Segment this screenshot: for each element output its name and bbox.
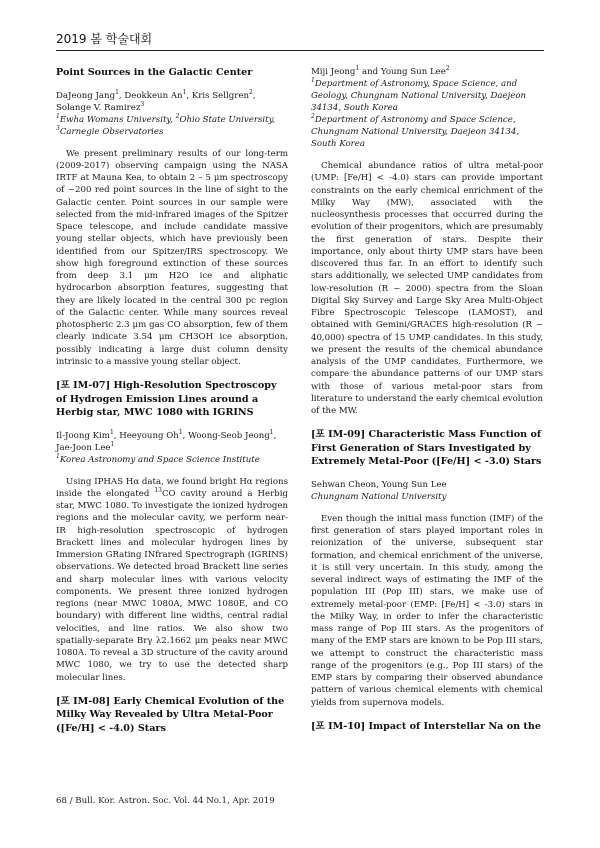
entry-affiliation: $^1$Ewha Womans University, $^2$Ohio State University, $^3$Carnegie Observatories <box>56 112 276 137</box>
entry-title: Point Sources in the Galactic Center <box>56 67 253 78</box>
entry-title: [포 IM-09] Characteristic Mass Function of First Generation of Stars Investigated by Extremely Metal-Poor ([Fe/H] < -3.0) Stars <box>311 429 542 468</box>
entry-abstract: Even though the initial mass function (IMF) of the first generation of stars played important roles in reionization of the universe, subsequent star formation, and chemical enrichment of the universe, it is still very uncertain. In this study, among the several indirect ways of estimating the IMF of the population III (Pop III) stars, we make use of extremely metal-poor (EMP: [Fe/H] < -3.0) stars in the Milky Way, in order to infer the characteristic mass range of Pop III stars. As the progenitors of many of the EMP stars are known to be Pop III stars, we attempt to construct the characteristic mass range of the progenitors (e.g., Pop III stars) of the EMP stars by comparing their observed abundance pattern of various chemical elements with chemical yields from supernova models. <box>311 513 543 708</box>
abstract-entry-im08 <box>56 695 288 736</box>
entry-title: [포 IM-08] Early Chemical Evolution of the Milky Way Revealed by Ultra Metal-Poor ([Fe/H] < -4.0) Stars <box>56 695 285 734</box>
entry-affiliation: $^1$Department of Astronomy, Space Science, and Geology, Chungnam National University, Daejeon 34134, South Korea $^2$Department of Astronomy and Space Science, Chungnam National University, Daejeon 34134, South Korea <box>311 77 527 149</box>
header-rule <box>56 50 544 51</box>
entry-authors: Miji Jeong$^1$ and Young Sun Lee$^2$ <box>311 65 450 77</box>
running-header: 2019 봄 학술대회 <box>56 32 153 46</box>
page-footer: 68 / Bull. Kor. Astron. Soc. Vol. 44 No.1, Apr. 2019 <box>56 796 275 806</box>
entry-title: [포 IM-07] High-Resolution Spectroscopy of Hydrogen Emission Lines around a Herbig star, MWC 1080 with IGRINS <box>56 380 277 418</box>
abstract-entry-im08-continued <box>311 66 543 417</box>
abstract-entry-im07 <box>56 379 288 684</box>
entry-authors: Sehwan Cheon, Young Sun Lee <box>311 479 447 490</box>
entry-affiliation: Chungnam National University <box>311 491 447 502</box>
right-column <box>311 66 543 743</box>
abstract-entry-im09 <box>311 428 543 709</box>
entry-abstract: Chemical abundance ratios of ultra metal-poor (UMP: [Fe/H] < -4.0) stars can provide important constraints on the early chemical enrichment of the Milky Way (MW), associated with the nucleosynthesis processes that occurred during the evolution of their progenitors, which are presumably the first generation of stars. Despite their importance, only about thirty UMP stars have been discovered thus far. In an effort to identify such stars additionally, we selected UMP candidates from low-resolution (R ~ 2000) spectra from the Sloan Digital Sky Survey and Large Sky Area Multi-Object Fibre Spectroscopic Telescope (LAMOST), and obtained with Gemini/GRACES high-resolution (R ~ 40,000) spectra of 15 UMP candidates. In this study, we present the results of the chemical abundance analysis of the UMP candidates. Furthermore, we compare the abundance patterns of our UMP stars with those of various metal-poor stars from literature to understand the early chemical evolution of the MW. <box>311 161 543 416</box>
entry-authors: DaJeong Jang$^1$, Deokkeun An$^1$, Kris Sellgren$^2$, Solange V. Ramirez$^3$ <box>56 88 256 113</box>
entry-affiliation: $^1$Korea Astronomy and Space Science Institute <box>56 452 260 465</box>
entry-authors: Il-Joong Kim$^1$, Heeyoung Oh$^1$, Woong-Seob Jeong$^1$, Jae-Joon Lee$^1$ <box>56 428 277 453</box>
entry-abstract: We present preliminary results of our long-term (2009-2017) observing campaign using the NASA IRTF at Mauna Kea, to obtain 2 – 5 μm spectroscopy of ~200 red point sources in the line of sight to the Galactic center. Point sources in our sample were selected from the mid-infrared images of the Spitzer Space telescope, and include candidate massive young stellar objects, which have previously been identified from our Spitzer/IRS spectroscopy. We show high foreground extinction of these sources from deep 3.1 μm H2O ice and aliphatic hydrocarbon absorption features, suggesting that they are likely located in the central 300 pc region of the Galactic center. While many sources reveal photospheric 2.3 μm gas CO absorption, few of them clearly indicate 3.54 μm CH3OH ice absorption, possibly indicating a large dust column density intrinsic to a massive young stellar object. <box>56 148 288 367</box>
left-column <box>56 66 288 745</box>
entry-abstract: Using IPHAS Hα data, we found bright Hα regions inside the elongated $^{13}$CO cavity around a Herbig star, MWC 1080. To investigate the ionized hydrogen regions and the molecular cavity, we perform near-IR high-resolution spectroscopic of hydrogen Brackett lines and molecular hydrogen lines by Immersion GRating INfrared Spectrograph (IGRINS) observations. We detected broad Brackett line series and sharp molecular lines with various velocity components. We present three ionized hydrogen regions (near MWC 1080A, MWC 1080E, and CO boundary) with different line widths, central radial velocities, and line ratios. We also show two spatially-separate Brγ λ2.1662 μm peaks near MWC 1080A. To reveal a 3D structure of the cavity around MWC 1080, we try to use the detected sharp molecular lines. <box>56 476 288 683</box>
abstract-entry-1 <box>56 66 288 368</box>
entry-title: [포 IM-10] Impact of Interstellar Na on the <box>311 720 541 732</box>
abstract-entry-im10 <box>311 720 543 734</box>
